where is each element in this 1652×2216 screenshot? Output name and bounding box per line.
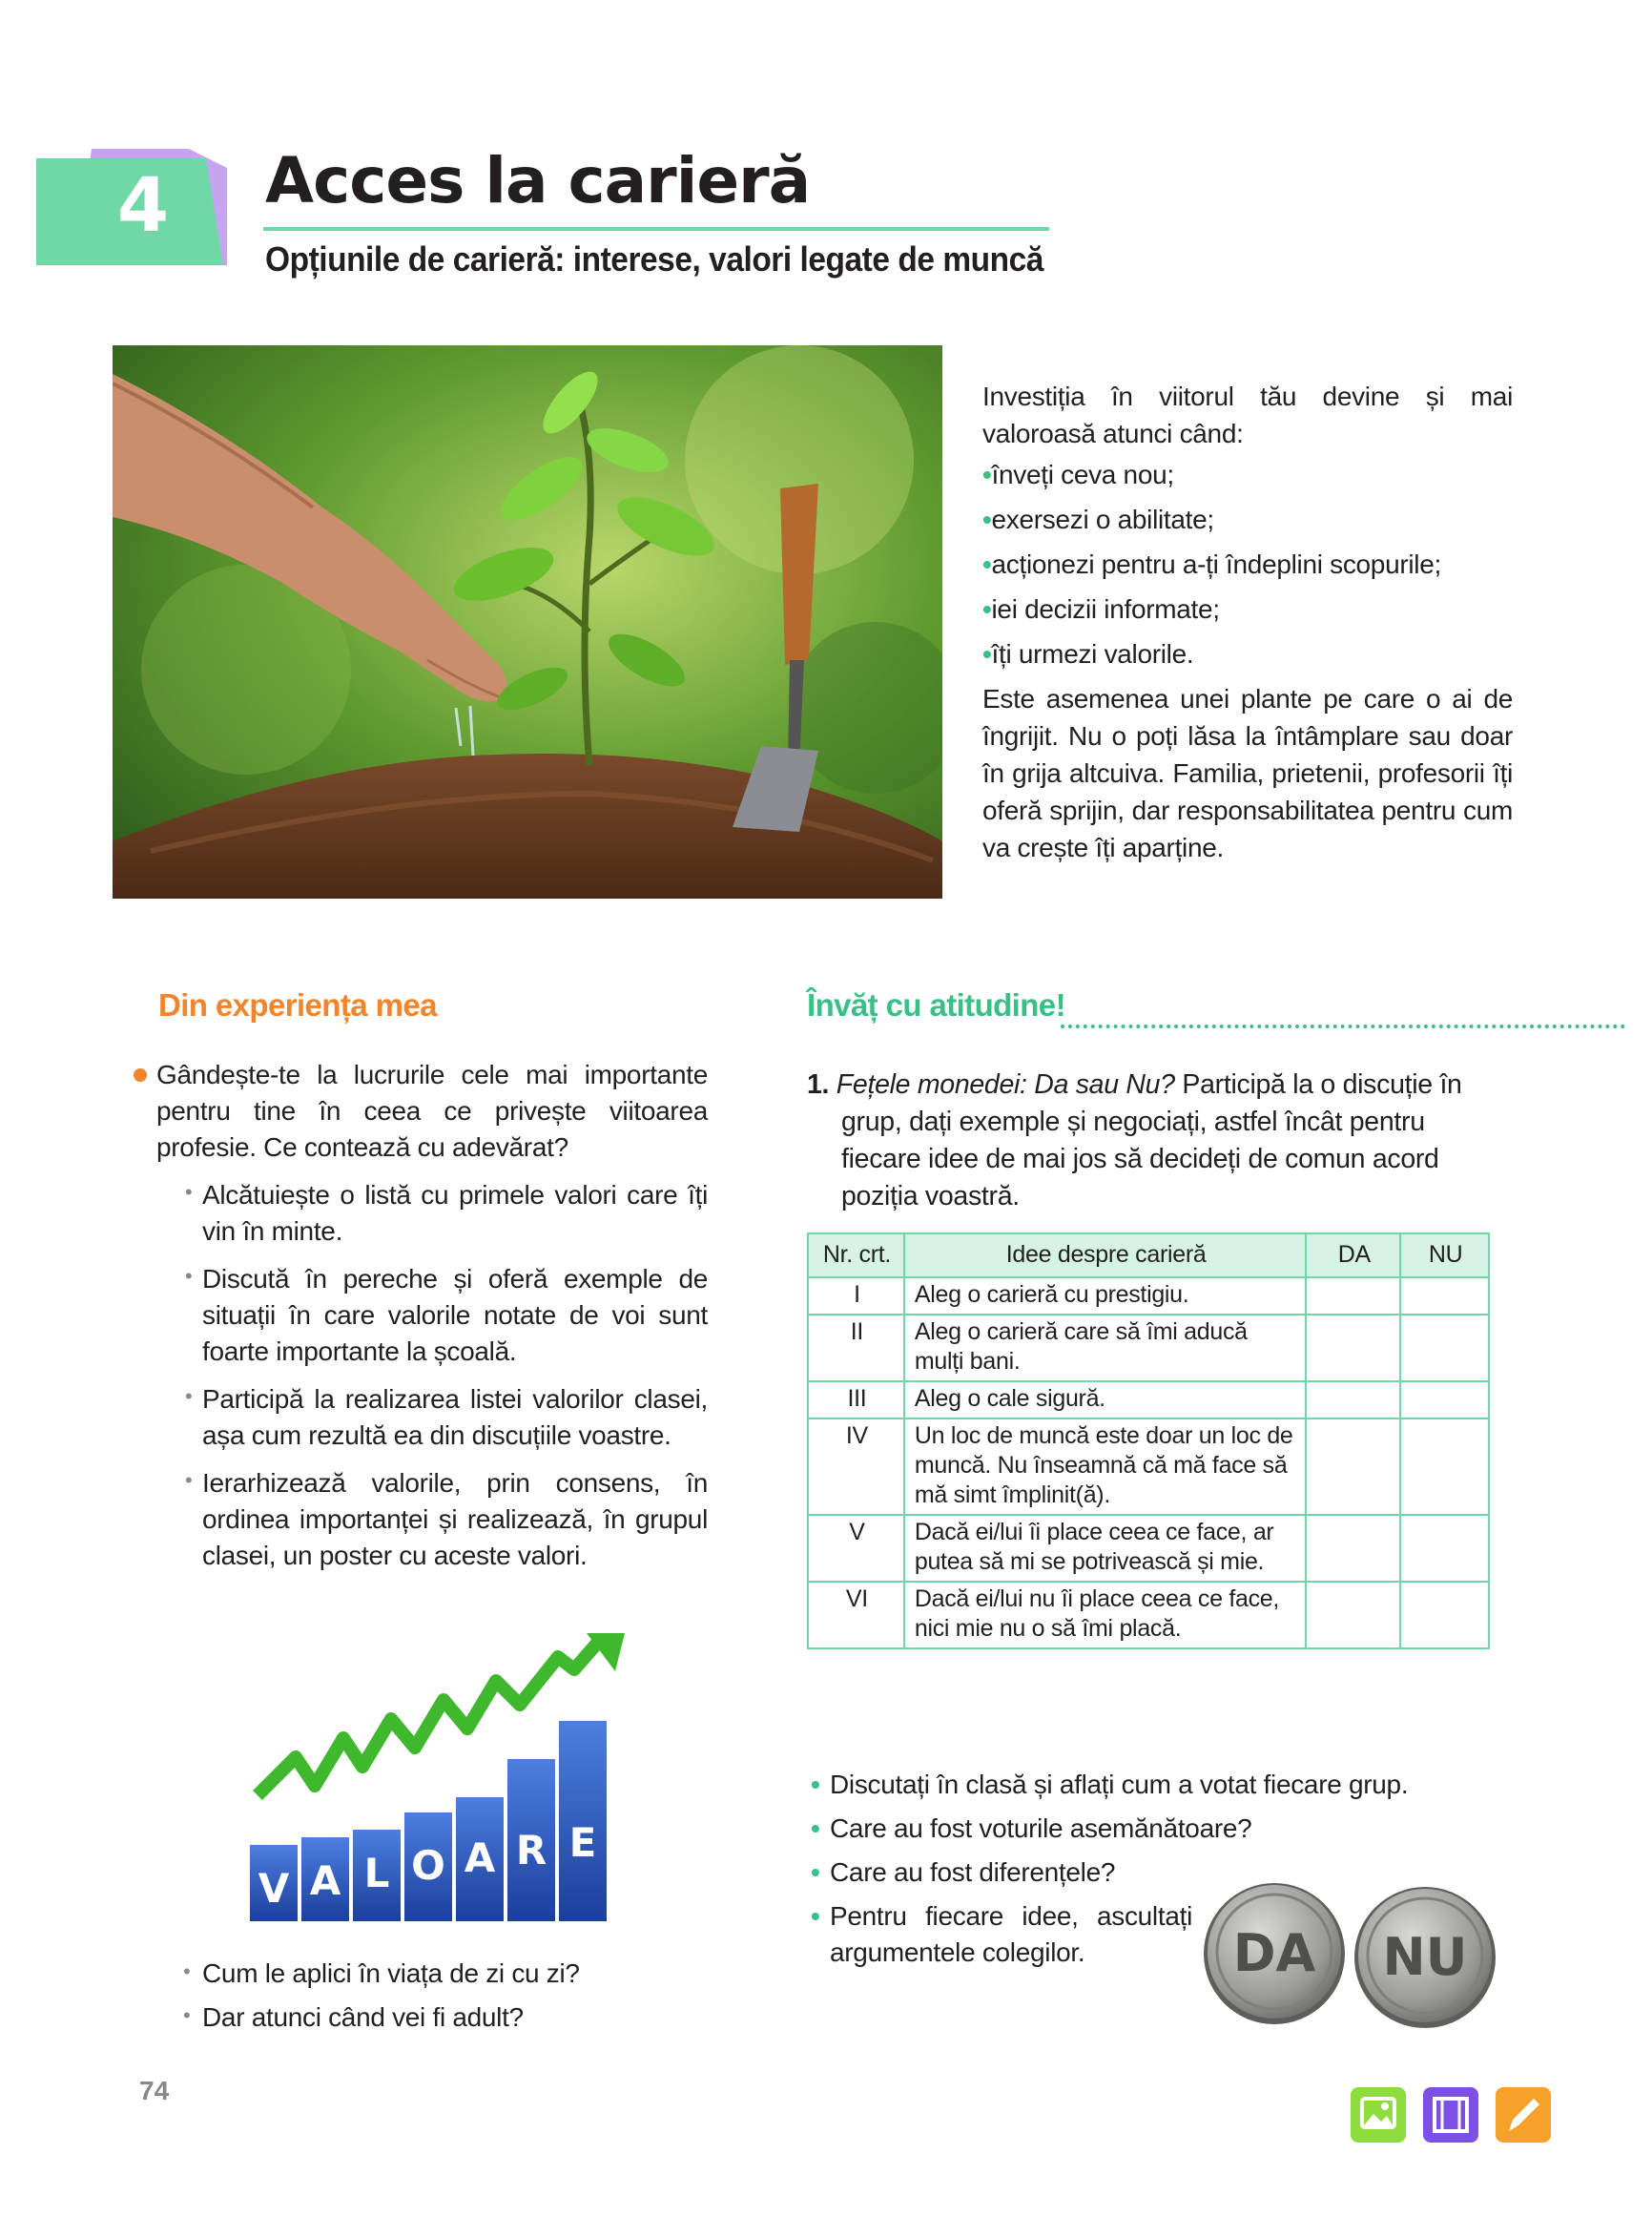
plant-photo: [113, 345, 942, 899]
career-ideas-table: [807, 1232, 1490, 1649]
row-number: I: [808, 1277, 904, 1315]
da-cell[interactable]: [1306, 1277, 1400, 1315]
chart-letter: A: [309, 1857, 341, 1904]
da-nu-coins: [1200, 1877, 1505, 2040]
nu-cell[interactable]: [1400, 1582, 1489, 1648]
chart-letter: V: [258, 1865, 290, 1912]
chart-letter: R: [515, 1827, 547, 1874]
nu-cell[interactable]: [1400, 1381, 1489, 1419]
section-heading-experience: Din experiența mea: [158, 987, 437, 1023]
list-item: • Discutați în clasă și aflați cum a votat fiecare grup.: [811, 1770, 1409, 1799]
row-number: VI: [808, 1582, 904, 1648]
valoare-growth-illustration: [238, 1633, 649, 1931]
column-header: Nr. crt.: [808, 1233, 904, 1277]
list-item: • Care au fost diferențele?: [811, 1857, 1116, 1887]
da-cell[interactable]: [1306, 1515, 1400, 1582]
task-title: Fețele monedei: Da sau Nu?: [836, 1069, 1175, 1100]
task-1: [807, 1067, 1496, 1215]
row-idea: Aleg o cale sigură.: [904, 1381, 1307, 1419]
list-item: • Alcătuiește o listă cu primele valori care îți vin în minte.: [185, 1180, 708, 1246]
page-number: 74: [139, 2076, 170, 2105]
chart-letter: O: [411, 1842, 445, 1889]
image-icon[interactable]: [1351, 2087, 1406, 2143]
section-heading-attitude: Învăț cu atitudine!: [807, 987, 1065, 1023]
table-row: [808, 1277, 1489, 1315]
page-title: Acces la carieră: [265, 144, 811, 217]
table-header-row: [808, 1233, 1489, 1277]
intro-lead: Investiția în viitorul tău devine și mai valoroasă atunci când:: [982, 382, 1513, 448]
list-item: • Participă la realizarea listei valorilor clasei, așa cum rezultă ea din discuțiile voastre.: [185, 1384, 708, 1450]
media-icons: [1351, 2081, 1551, 2148]
list-item: • Pentru fiecare idee, ascultați argumentele colegilor.: [811, 1901, 1192, 1967]
pencil-icon[interactable]: [1496, 2087, 1551, 2143]
unit-number: 4: [116, 163, 170, 249]
list-item: • Dar atunci când vei fi adult?: [183, 2002, 524, 2032]
table-row: [808, 1515, 1489, 1582]
row-number: IV: [808, 1419, 904, 1515]
intro-paragraph: Este asemenea unei plante pe care o ai de îngrijit. Nu o poți lăsa la întâmplare sau doar în grija altcuiva. Familia, prietenii, profesorii îți oferă sprijin, dar responsabilitatea pentru cum va crește îți aparține.: [982, 684, 1513, 862]
task-text: Participă la o discuție în grup, dați exemple și negociați, astfel încât pentru fiecare idee de mai jos să decideți de comun acord poziția voastră.: [841, 1069, 1462, 1212]
nu-cell[interactable]: [1400, 1277, 1489, 1315]
row-idea: Aleg o carieră cu prestigiu.: [904, 1277, 1307, 1315]
intro-bullet-list: [982, 456, 1513, 673]
da-cell[interactable]: [1306, 1315, 1400, 1381]
chart-letter: L: [363, 1850, 390, 1896]
list-item: •îți urmezi valorile.: [982, 639, 1194, 669]
page-subtitle: Opțiunile de carieră: interese, valori legate de muncă: [265, 239, 1043, 279]
orange-bullet-icon: [134, 1068, 147, 1082]
nu-cell[interactable]: [1400, 1419, 1489, 1515]
video-icon[interactable]: [1423, 2087, 1478, 2143]
table-row: [808, 1419, 1489, 1515]
column-header: Idee despre carieră: [904, 1233, 1307, 1277]
list-item: •exersezi o abilitate;: [982, 505, 1214, 534]
list-item: •acționezi pentru a-ți îndeplini scopurile;: [982, 549, 1441, 579]
experience-content: [156, 1057, 708, 1574]
reflection-questions: [181, 1952, 658, 2040]
da-cell[interactable]: [1306, 1419, 1400, 1515]
experience-main-item: Gândește-te la lucrurile cele mai importante pentru tine în ceea ce privește viitoarea profesie. Ce contează cu adevărat?: [156, 1057, 708, 1166]
table-row: [808, 1582, 1489, 1648]
task-number: 1.: [807, 1069, 830, 1100]
nu-cell[interactable]: [1400, 1315, 1489, 1381]
da-cell[interactable]: [1306, 1582, 1400, 1648]
row-number: III: [808, 1381, 904, 1419]
table-row: [808, 1381, 1489, 1419]
chart-letter: E: [568, 1819, 597, 1866]
row-idea: Un loc de muncă este doar un loc de muncă. Nu înseamnă că mă face să mă simt împlinit(ă).: [904, 1419, 1307, 1515]
list-item: • Care au fost voturile asemănătoare?: [811, 1813, 1252, 1843]
title-divider: [263, 227, 1049, 231]
list-item: • Cum le aplici în viața de zi cu zi?: [183, 1958, 580, 1988]
table-row: [808, 1315, 1489, 1381]
coin-nu-label: NU: [1382, 1927, 1468, 1987]
coin-da-label: DA: [1232, 1923, 1316, 1983]
row-number: II: [808, 1315, 904, 1381]
row-idea: Aleg o carieră care să îmi aducă mulți bani.: [904, 1315, 1307, 1381]
nu-cell[interactable]: [1400, 1515, 1489, 1582]
intro-text: [982, 378, 1513, 866]
list-item: • Discută în pereche și oferă exemple de situații în care valorile notate de voi sunt foarte importante la școală.: [185, 1264, 708, 1366]
row-number: V: [808, 1515, 904, 1582]
chart-letter: A: [464, 1834, 496, 1881]
row-idea: Dacă ei/lui nu îi place ceea ce face, nici mie nu o să îmi placă.: [904, 1582, 1307, 1648]
list-item: •iei decizii informate;: [982, 594, 1220, 624]
da-cell[interactable]: [1306, 1381, 1400, 1419]
heading-dotted-divider: [1061, 1005, 1625, 1028]
row-idea: Dacă ei/lui îi place ceea ce face, ar putea să mi se potrivească și mie.: [904, 1515, 1307, 1582]
column-header: DA: [1306, 1233, 1400, 1277]
list-item: • Ierarhizează valorile, prin consens, în ordinea importanței și realizează, în grupul clasei, un poster cu aceste valori.: [185, 1468, 708, 1570]
column-header: NU: [1400, 1233, 1489, 1277]
list-item: •înveți ceva nou;: [982, 460, 1174, 489]
